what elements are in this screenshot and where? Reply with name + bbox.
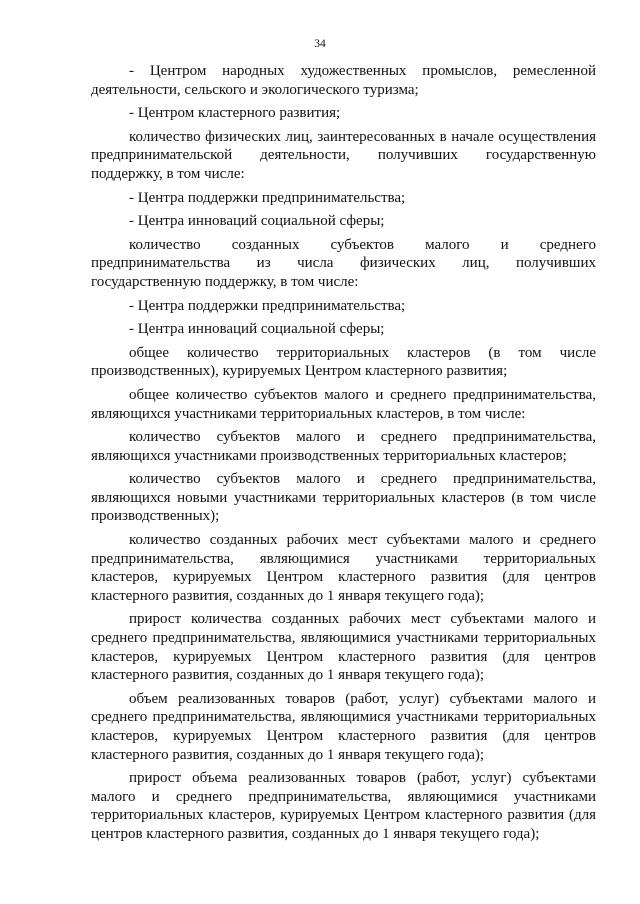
paragraph: количество физических лиц, заинтересованных в начале осуществления предпринимательской деятельности, получивших государственную поддержку, в том числе: bbox=[91, 128, 596, 182]
paragraph: количество созданных субъектов малого и среднего предпринимательства из числа физических лиц, получивших государственную поддержку, в том числе: bbox=[91, 236, 596, 290]
paragraph: - Центра поддержки предпринимательства; bbox=[129, 189, 406, 206]
paragraph: прирост количества созданных рабочих мест субъектами малого и среднего предпринимательства, являющимися участниками территориальных кластеров, курируемых Центром кластерного развития (для центров кластерного развития, созданных до 1 января текущего года); bbox=[91, 611, 596, 684]
paragraph: - Центра поддержки предпринимательства; bbox=[129, 297, 406, 314]
paragraph: количество субъектов малого и среднего предпринимательства, являющихся новыми участниками территориальных кластеров (в том числе производственных); bbox=[91, 471, 596, 525]
paragraph: - Центром народных художественных промыслов, ремесленной деятельности, сельского и экологического туризма; bbox=[91, 63, 596, 98]
paragraph: количество созданных рабочих мест субъектами малого и среднего предпринимательства, являющимися участниками территориальных кластеров, курируемых Центром кластерного развития (для центров кластерного развития, созданных до 1 января текущего года); bbox=[91, 532, 596, 604]
paragraph: - Центром кластерного развития; bbox=[129, 105, 341, 122]
paragraph: общее количество территориальных кластеров (в том числе производственных), курируемых Центром кластерного развития; bbox=[91, 344, 596, 380]
paragraph: общее количество субъектов малого и среднего предпринимательства, являющихся участниками территориальных кластеров, в том числе: bbox=[91, 386, 596, 422]
document-body bbox=[91, 62, 596, 849]
paragraph: - Центра инноваций социальной сферы; bbox=[129, 213, 385, 230]
paragraph: объем реализованных товаров (работ, услуг) субъектами малого и среднего предпринимательства, являющимися участниками территориальных кластеров, курируемых Центром кластерного развития (для центров кластерного развития, созданных до 1 января текущего года); bbox=[91, 690, 596, 763]
paragraph: прирост объема реализованных товаров (работ, услуг) субъектами малого и среднего предпринимательства, являющимися участниками территориальных кластеров, курируемых Центром кластерного развития (для центров кластерного развития, созданных до 1 января текущего года); bbox=[91, 770, 596, 842]
paragraph: количество субъектов малого и среднего предпринимательства, являющихся участниками производственных территориальных кластеров; bbox=[91, 429, 596, 464]
page-number: 34 bbox=[314, 38, 326, 50]
paragraph: - Центра инноваций социальной сферы; bbox=[129, 321, 385, 338]
